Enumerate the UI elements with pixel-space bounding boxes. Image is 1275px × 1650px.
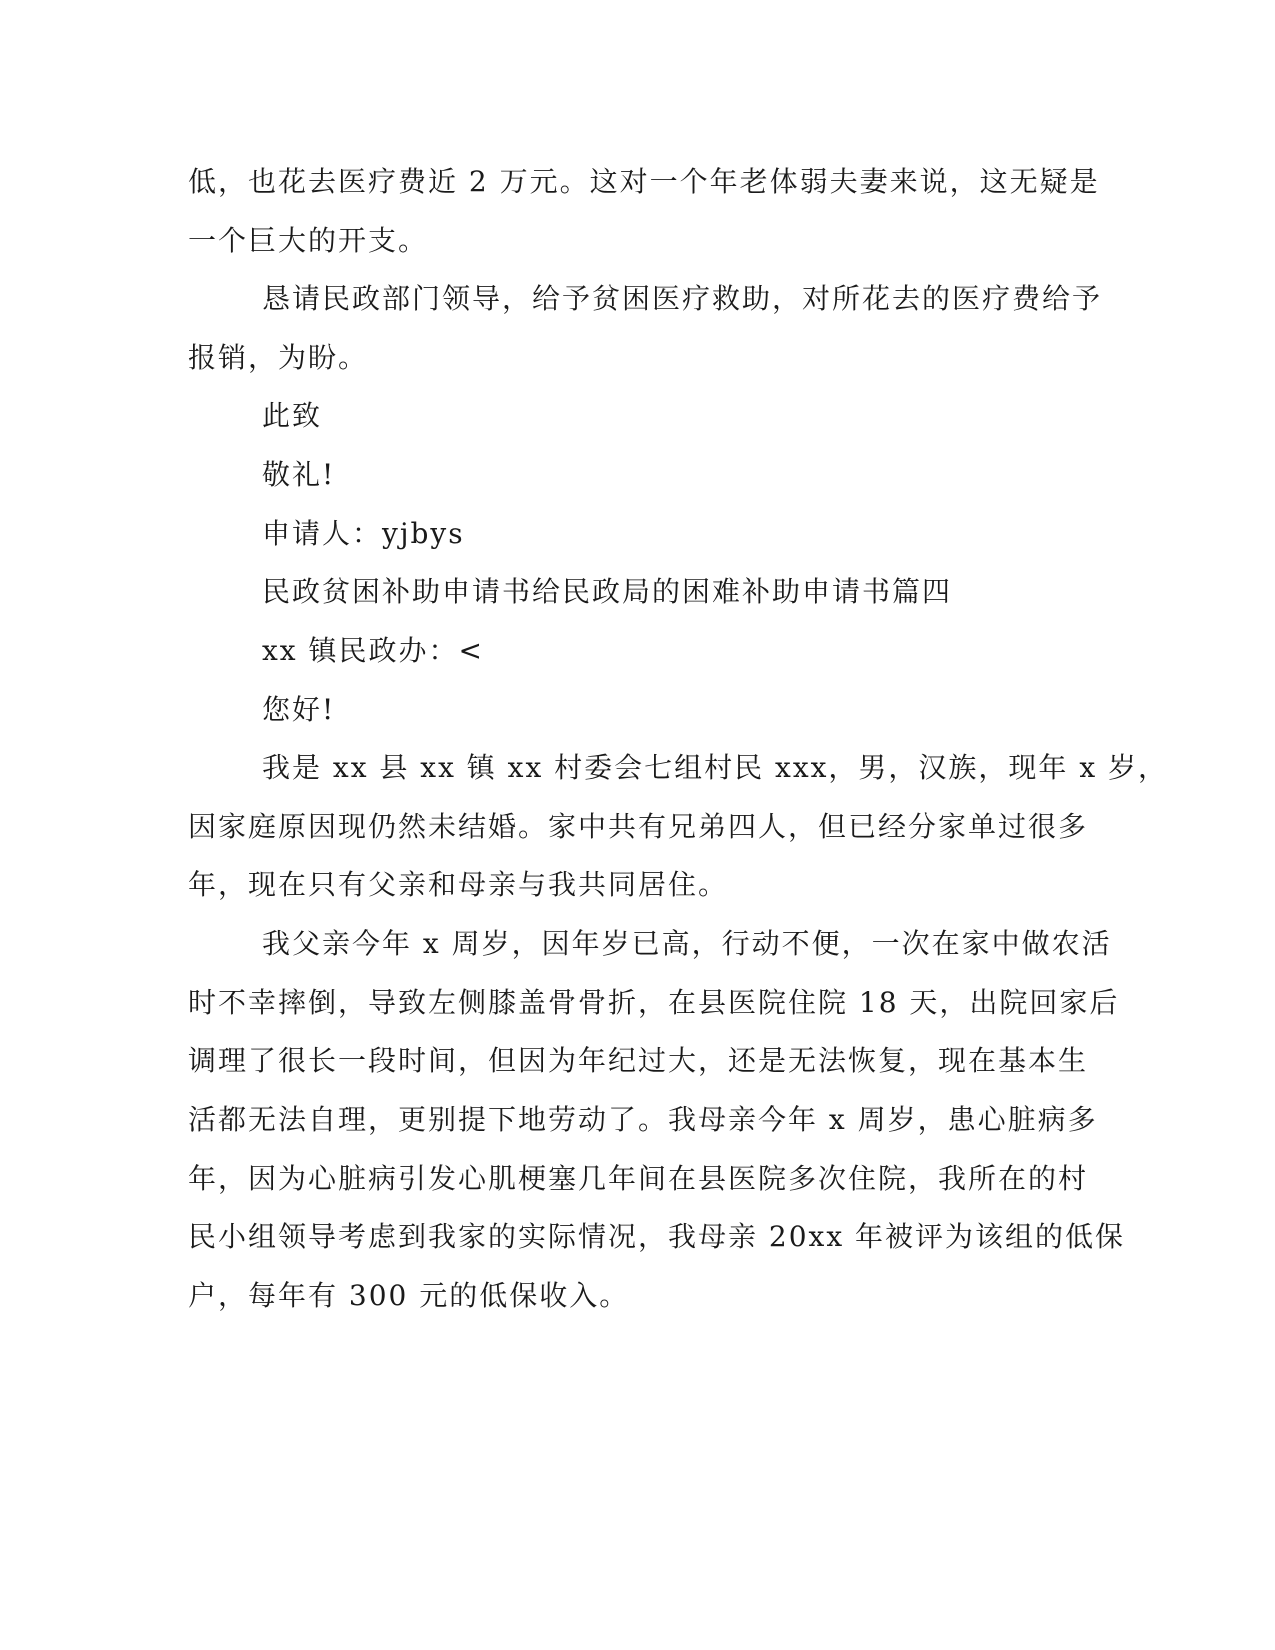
closing-salutation: 此致 — [262, 399, 323, 432]
paragraph-first-line: 恳请民政部门领导，给予贫困医疗救助，对所花去的医疗费给予 — [262, 282, 1103, 315]
text-line: 低，也花去医疗费近 2 万元。这对一个年老体弱夫妻来说，这无疑是 — [188, 165, 1100, 198]
text-line: 户，每年有 300 元的低保收入。 — [188, 1279, 630, 1312]
applicant-signature: 申请人：yjbys — [262, 517, 465, 550]
paragraph-first-line: 我是 xx 县 xx 镇 xx 村委会七组村民 xxx，男，汉族，现年 x 岁， — [262, 751, 1169, 784]
text-line: 民小组领导考虑到我家的实际情况，我母亲 20xx 年被评为该组的低保 — [188, 1220, 1126, 1253]
section-heading: 民政贫困补助申请书给民政局的困难补助申请书篇四 — [262, 575, 953, 608]
greeting-line: 您好! — [262, 693, 336, 726]
recipient-line: xx 镇民政办：< — [262, 634, 484, 667]
text-line: 一个巨大的开支。 — [188, 224, 429, 257]
text-line: 年，现在只有父亲和母亲与我共同居住。 — [188, 868, 729, 901]
text-line: 时不幸摔倒，导致左侧膝盖骨骨折，在县医院住院 18 天，出院回家后 — [188, 986, 1120, 1019]
closing-regards: 敬礼! — [262, 458, 336, 491]
text-line: 报销，为盼。 — [188, 341, 369, 374]
text-line: 调理了很长一段时间，但因为年纪过大，还是无法恢复，现在基本生 — [188, 1044, 1089, 1077]
text-line: 年，因为心脏病引发心肌梗塞几年间在县医院多次住院，我所在的村 — [188, 1162, 1089, 1195]
text-line: 因家庭原因现仍然未结婚。家中共有兄弟四人，但已经分家单过很多 — [188, 810, 1089, 843]
text-line: 活都无法自理，更别提下地劳动了。我母亲今年 x 周岁，患心脏病多 — [188, 1103, 1098, 1136]
paragraph-first-line: 我父亲今年 x 周岁，因年岁已高，行动不便，一次在家中做农活 — [262, 927, 1112, 960]
